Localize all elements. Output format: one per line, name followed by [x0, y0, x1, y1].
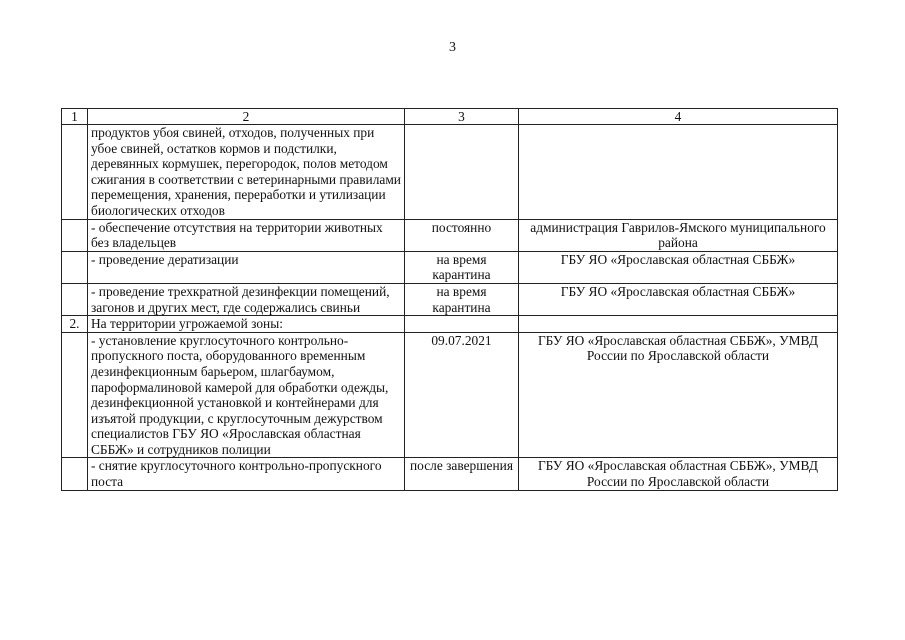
header-col-1: 1 — [62, 109, 88, 125]
term-cell: на время карантина — [405, 251, 519, 283]
term-cell: 09.07.2021 — [405, 332, 519, 458]
measure-cell: На территории угрожаемой зоны: — [88, 316, 405, 333]
header-col-3: 3 — [405, 109, 519, 125]
responsible-cell — [519, 125, 838, 220]
term-cell: на время карантина — [405, 283, 519, 315]
row-number — [62, 251, 88, 283]
row-number — [62, 283, 88, 315]
responsible-cell: ГБУ ЯО «Ярославская областная СББЖ», УМВД России по Ярославской области — [519, 458, 838, 490]
measure-cell: - проведение дератизации — [88, 251, 405, 283]
table-row — [62, 219, 838, 251]
table-row — [62, 251, 838, 283]
responsible-cell: ГБУ ЯО «Ярославская областная СББЖ» — [519, 283, 838, 315]
measure-cell: - установление круглосуточного контрольно-пропускного поста, оборудованного временным дезинфекционным барьером, шлагбаумом, пароформалиновой камерой для обработки одежды, дезинфекционной установкой и контейнерами для изъятой продукции, с круглосуточным дежурством специалистов ГБУ ЯО «Ярославская областная СББЖ» и сотрудников полиции — [88, 332, 405, 458]
row-number — [62, 219, 88, 251]
table-row — [62, 125, 838, 220]
measure-cell: - проведение трехкратной дезинфекции помещений, загонов и других мест, где содержались свиньи — [88, 283, 405, 315]
measure-cell: - снятие круглосуточного контрольно-пропускного поста — [88, 458, 405, 490]
row-number — [62, 125, 88, 220]
table-row — [62, 458, 838, 490]
table-row — [62, 332, 838, 458]
table-header-row — [62, 109, 838, 125]
measures-table — [61, 108, 838, 491]
row-number — [62, 458, 88, 490]
responsible-cell — [519, 316, 838, 333]
header-col-4: 4 — [519, 109, 838, 125]
term-cell — [405, 125, 519, 220]
page-number: 3 — [449, 40, 456, 55]
table-row — [62, 316, 838, 333]
table-row — [62, 283, 838, 315]
row-number: 2. — [62, 316, 88, 333]
responsible-cell: администрация Гаврилов-Ямского муниципального района — [519, 219, 838, 251]
term-cell — [405, 316, 519, 333]
responsible-cell: ГБУ ЯО «Ярославская областная СББЖ», УМВД России по Ярославской области — [519, 332, 838, 458]
header-col-2: 2 — [88, 109, 405, 125]
measure-cell: продуктов убоя свиней, отходов, полученных при убое свиней, остатков кормов и подстилки, деревянных кормушек, перегородок, полов методом сжигания в соответствии с ветеринарными правилами перемещения, хранения, переработки и утилизации биологических отходов — [88, 125, 405, 220]
row-number — [62, 332, 88, 458]
measure-cell: - обеспечение отсутствия на территории животных без владельцев — [88, 219, 405, 251]
responsible-cell: ГБУ ЯО «Ярославская областная СББЖ» — [519, 251, 838, 283]
term-cell: после завершения — [405, 458, 519, 490]
term-cell: постоянно — [405, 219, 519, 251]
